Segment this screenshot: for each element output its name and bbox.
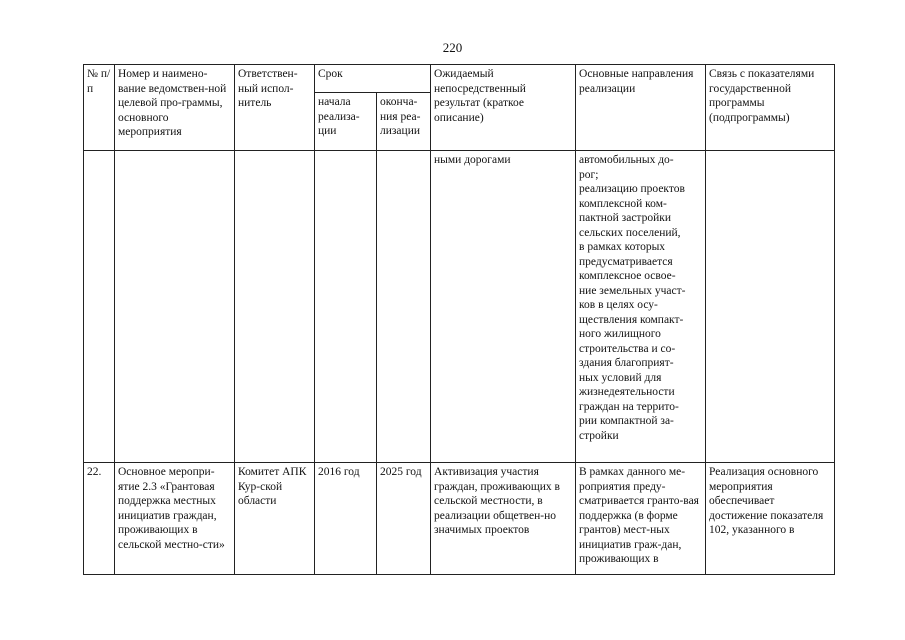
directions-line: рии компактной за- <box>579 415 674 427</box>
cell-link: Реализация основного мероприятия обеспечивает достижение показателя 102, указанного в <box>706 463 835 575</box>
cell-end <box>377 151 431 463</box>
cell-directions: В рамках данного ме-роприятия преду-сматривается гранто-вая поддержка (в форме грантов) мест-ных инициатив граж-дан, проживающих в <box>576 463 706 575</box>
directions-line: сельских поселений, <box>579 226 681 239</box>
header-term-start: начала реализа-ции <box>315 93 377 151</box>
header-name: Номер и наимено-вание ведомствен-ной целевой про-граммы, основного мероприятия <box>115 65 235 151</box>
cell-num: 22. <box>84 463 115 575</box>
directions-line: пактной застройки <box>579 212 671 224</box>
cell-result: ными дорогами <box>431 151 576 463</box>
header-executor: Ответствен-ный испол-нитель <box>235 65 315 151</box>
header-term-end: оконча-ния реа-лизации <box>377 93 431 151</box>
directions-line: стройки <box>579 429 619 442</box>
directions-line: предусматривается <box>579 255 673 268</box>
directions-line: ков в целях осу- <box>579 299 658 311</box>
directions-line: комплексное освое- <box>579 270 676 282</box>
directions-line: реализацию проектов <box>579 183 685 195</box>
cell-executor: Комитет АПК Кур-ской области <box>235 463 315 575</box>
table-row <box>84 463 835 575</box>
directions-line: ние земельных участ- <box>579 284 686 297</box>
directions-line: ществления компакт- <box>579 313 684 326</box>
cell-name <box>115 151 235 463</box>
directions-line: ного жилищного <box>579 328 661 340</box>
cell-end: 2025 год <box>377 463 431 575</box>
directions-line: комплексной ком- <box>579 197 667 210</box>
header-term: Срок <box>315 65 431 93</box>
directions-line: в рамках которых <box>579 241 666 253</box>
table-header-row <box>84 65 835 93</box>
directions-line: строительства и со- <box>579 342 676 355</box>
cell-executor <box>235 151 315 463</box>
header-directions: Основные направления реализации <box>576 65 706 151</box>
header-num: № п/п <box>84 65 115 151</box>
directions-line: ных условий для <box>579 371 662 384</box>
table-row <box>84 151 835 463</box>
cell-link <box>706 151 835 463</box>
directions-line: автомобильных до- <box>579 154 674 166</box>
cell-result: Активизация участия граждан, проживающих в сельской местности, в реализации общетвен-но значимых проектов <box>431 463 576 575</box>
page-number: 220 <box>442 40 463 55</box>
program-table <box>83 64 835 575</box>
directions-line: рог; <box>579 168 599 181</box>
cell-directions <box>576 151 706 463</box>
cell-start: 2016 год <box>315 463 377 575</box>
cell-name: Основное меропри-ятие 2.3 «Грантовая поддержка местных инициатив граждан, проживающих в сельской местно-сти» <box>115 463 235 575</box>
cell-start <box>315 151 377 463</box>
cell-num <box>84 151 115 463</box>
directions-line: граждан на террито- <box>579 400 679 413</box>
directions-line: здания благоприят- <box>579 357 674 369</box>
header-link: Связь с показателями государственной программы (подпрограммы) <box>706 65 835 151</box>
header-result: Ожидаемый непосредственный результат (краткое описание) <box>431 65 576 151</box>
directions-line: жизнедеятельности <box>579 386 675 398</box>
